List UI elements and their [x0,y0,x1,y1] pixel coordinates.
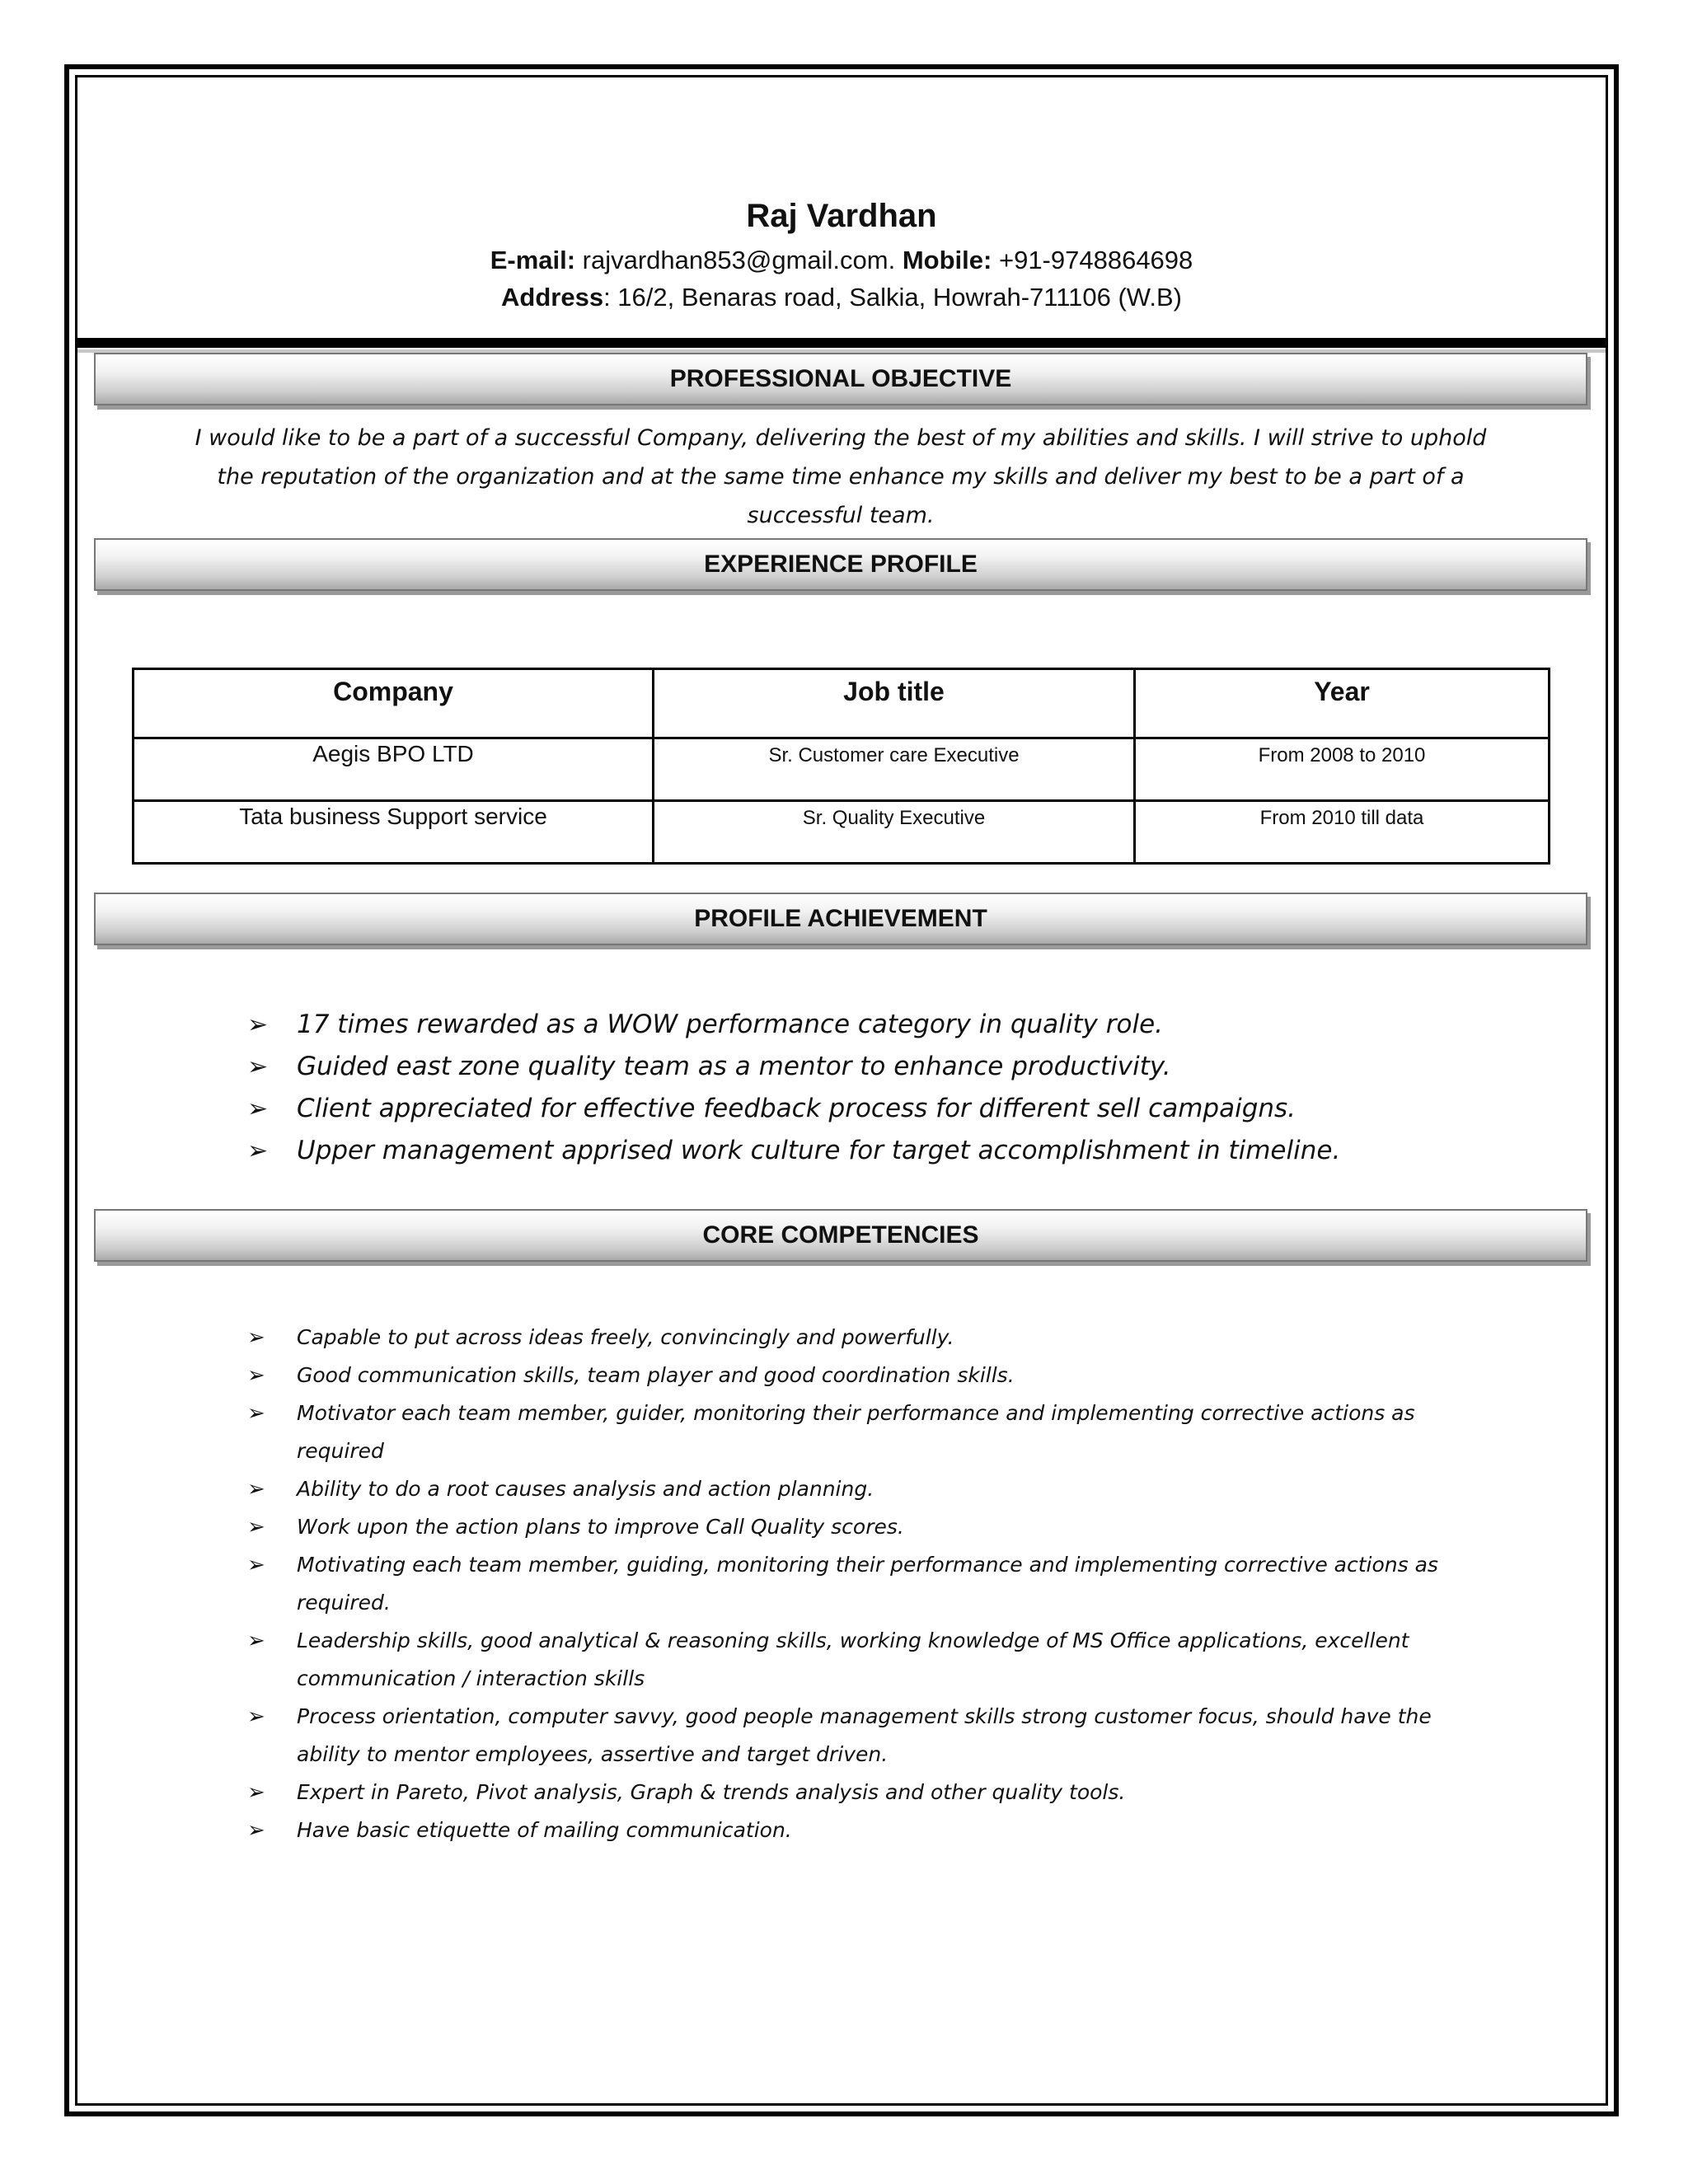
arrow-bullet-icon: ➢ [247,1010,269,1039]
email-value: rajvardhan853@gmail.com. [582,246,896,274]
job-title-cell: Sr. Customer care Executive [654,738,1135,801]
arrow-bullet-icon: ➢ [247,1704,265,1729]
list-item-text: Motivator each team member, guider, monitoring their performance and implementing corrective actions as required [297,1401,1415,1463]
arrow-bullet-icon: ➢ [247,1553,265,1577]
arrow-bullet-icon: ➢ [247,1052,269,1081]
objective-line: I would like to be a part of a successful Company, delivering the best of my abilities and skills. I will strive to uphold [195,425,1487,451]
list-item-text: Expert in Pareto, Pivot analysis, Graph & trends analysis and other quality tools. [297,1780,1126,1804]
company-cell: Aegis BPO LTD [134,738,654,801]
list-item [247,1508,1484,1546]
year-cell: From 2010 till data [1135,801,1550,864]
list-item-text: Good communication skills, team player and good coordination skills. [297,1363,1015,1387]
list-item-text: Leadership skills, good analytical & reasoning skills, working knowledge of MS Office applications, excellent communication / interaction skills [297,1629,1409,1690]
competencies-list [247,1319,1484,1849]
list-item [247,1774,1484,1811]
company-cell: Tata business Support service [134,801,654,864]
arrow-bullet-icon: ➢ [247,1477,265,1502]
address-label: Address [501,283,604,312]
table-row [134,738,1550,801]
address-value: : 16/2, Benaras road, Salkia, Howrah-711106 (W.B) [603,283,1182,312]
arrow-bullet-icon: ➢ [247,1515,265,1540]
list-item-text: Work upon the action plans to improve Call Quality scores. [297,1515,904,1539]
column-header-job-title: Job title [654,669,1135,738]
section-heading-competencies: CORE COMPETENCIES [94,1209,1587,1262]
list-item [247,1319,1484,1357]
arrow-bullet-icon: ➢ [247,1363,265,1388]
achievement-list [247,1004,1484,1172]
contact-line [75,246,1608,275]
address-line [75,283,1608,312]
column-header-company: Company [134,669,654,738]
job-title-cell: Sr. Quality Executive [654,801,1135,864]
objective-line: the reputation of the organization and at the same time enhance my skills and deliver my best to be a part of a [217,464,1465,490]
list-item-text: Client appreciated for effective feedback process for different sell campaigns. [297,1094,1296,1123]
year-cell: From 2008 to 2010 [1135,738,1550,801]
list-item-text: Process orientation, computer savvy, good people management skills strong customer focus, should have the ability to mentor employees, assertive and target driven. [297,1704,1432,1766]
objective-line: successful team. [747,503,935,528]
arrow-bullet-icon: ➢ [247,1325,265,1350]
list-item [247,1130,1484,1172]
table-header-row [134,669,1550,738]
mobile-value: +91-9748864698 [998,246,1193,274]
header-divider [77,338,1606,348]
arrow-bullet-icon: ➢ [247,1401,265,1426]
list-item [247,1470,1484,1508]
arrow-bullet-icon: ➢ [247,1094,269,1123]
arrow-bullet-icon: ➢ [247,1629,265,1653]
arrow-bullet-icon: ➢ [247,1818,265,1843]
mobile-label: Mobile: [902,246,992,274]
list-item-text: Capable to put across ideas freely, convincingly and powerfully. [297,1325,954,1349]
list-item [247,1357,1484,1394]
list-item-text: Guided east zone quality team as a mentor to enhance productivity. [297,1052,1171,1081]
list-item [247,1811,1484,1849]
list-item [247,1394,1484,1470]
objective-text [165,419,1517,535]
list-item [247,1004,1484,1046]
list-item-text: Ability to do a root causes analysis and action planning. [297,1477,874,1501]
list-item [247,1698,1484,1774]
list-item [247,1546,1484,1622]
column-header-year: Year [1135,669,1550,738]
list-item [247,1622,1484,1698]
list-item-text: 17 times rewarded as a WOW performance category in quality role. [297,1010,1164,1039]
candidate-name: Raj Vardhan [746,198,937,234]
arrow-bullet-icon: ➢ [247,1137,269,1165]
list-item-text: Have basic etiquette of mailing communication. [297,1818,792,1842]
table-row [134,801,1550,864]
list-item-text: Motivating each team member, guiding, monitoring their performance and implementing corrective actions as required. [297,1553,1438,1615]
section-heading-experience: EXPERIENCE PROFILE [94,538,1587,591]
arrow-bullet-icon: ➢ [247,1780,265,1805]
list-item-text: Upper management apprised work culture for target accomplishment in timeline. [297,1136,1341,1165]
experience-table [132,668,1550,865]
section-heading-objective: PROFESSIONAL OBJECTIVE [94,353,1587,405]
list-item [247,1046,1484,1088]
list-item [247,1088,1484,1130]
section-heading-achievement: PROFILE ACHIEVEMENT [94,893,1587,945]
email-label: E-mail: [490,246,576,274]
